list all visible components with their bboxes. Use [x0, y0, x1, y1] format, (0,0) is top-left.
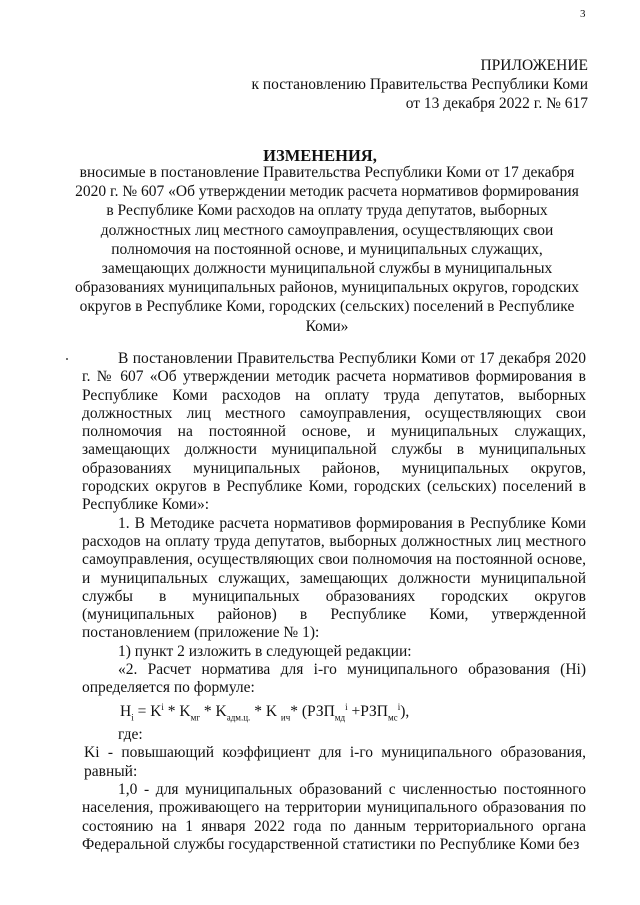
document-subtitle: вносимые в постановление Правительства Республики Коми от 17 декабря 2020 г. № 607 «Об утверждении методик расчета нормативов формирования в Республике Коми расходов на оплату труда депутатов, выборных должностных лиц местного самоуправления, осуществляющих свои полномочия на постоянной основе, и муниципальных служащих, замещающих должности муниципальной службы в муниципальных образованиях муниципальных районов, муниципальных округов, городских округов в Республике Коми, городских (сельских) поселений в Республике Коми»: [74, 164, 580, 335]
appendix-header: [251, 56, 588, 113]
paragraph-item-1: 1. В Методике расчета нормативов формирования в Республике Коми расходов на оплату труда депутатов, выборных должностных лиц местного самоуправления, осуществляющих свои полномочия на постоянной основе, и муниципальных служащих, замещающих должности муниципальной службы в муниципальных образованиях городских округов (муниципальных районов) в Республике Коми, утвержденной постановлением (приложение № 1):: [82, 514, 586, 642]
appendix-resolution-date: от 13 декабря 2022 г. № 617: [405, 95, 588, 112]
paragraph-intro: В постановлении Правительства Республики Коми от 17 декабря 2020 г. № 607 «Об утверждении методик расчета нормативов формирования в Республике Коми расходов на оплату труда депутатов, выборных должностных лиц местного самоуправления, осуществляющих свои полномочия на постоянной основе, и муниципальных служащих, замещающих должности муниципальной службы в муниципальных образованиях муниципальных районов, муниципальных округов, городских округов в Республике Коми, городских (сельских) поселений в Республике Коми»:: [82, 350, 586, 514]
document-body: [82, 350, 586, 854]
document-title: ИЗМЕНЕНИЯ,: [263, 146, 377, 165]
page-number: 3: [580, 8, 586, 20]
paragraph-subitem-1: 1) пункт 2 изложить в следующей редакции:: [118, 642, 412, 660]
appendix-label: ПРИЛОЖЕНИЕ: [480, 57, 588, 74]
paragraph-coefficient-value: 1,0 - для муниципальных образований с численностью постоянного населения, проживающего на территории муниципального образования по состоянию на 1 января 2022 года по данным территориального органа Федеральной службы государственной статистики по Республике Коми без: [82, 781, 586, 853]
formula-where: где:: [118, 726, 143, 744]
formula: $H_i = K^i * K_{мг} * K_{адм.ц.} * K$ $_{ич}$* $(РЗП_{мд}^i +РЗП_{мс}^i)$,: [120, 701, 410, 722]
appendix-resolution-ref: к постановлению Правительства Республики Коми: [251, 76, 588, 93]
paragraph-norm-calculation: «2. Расчет норматива для i-го муниципального образования (Hi) определяется по формуле:: [82, 661, 586, 697]
scan-speck: [66, 358, 68, 360]
paragraph-coefficient-definition: Ki - повышающий коэффициент для i-го муниципального образования, равный:: [84, 744, 586, 780]
